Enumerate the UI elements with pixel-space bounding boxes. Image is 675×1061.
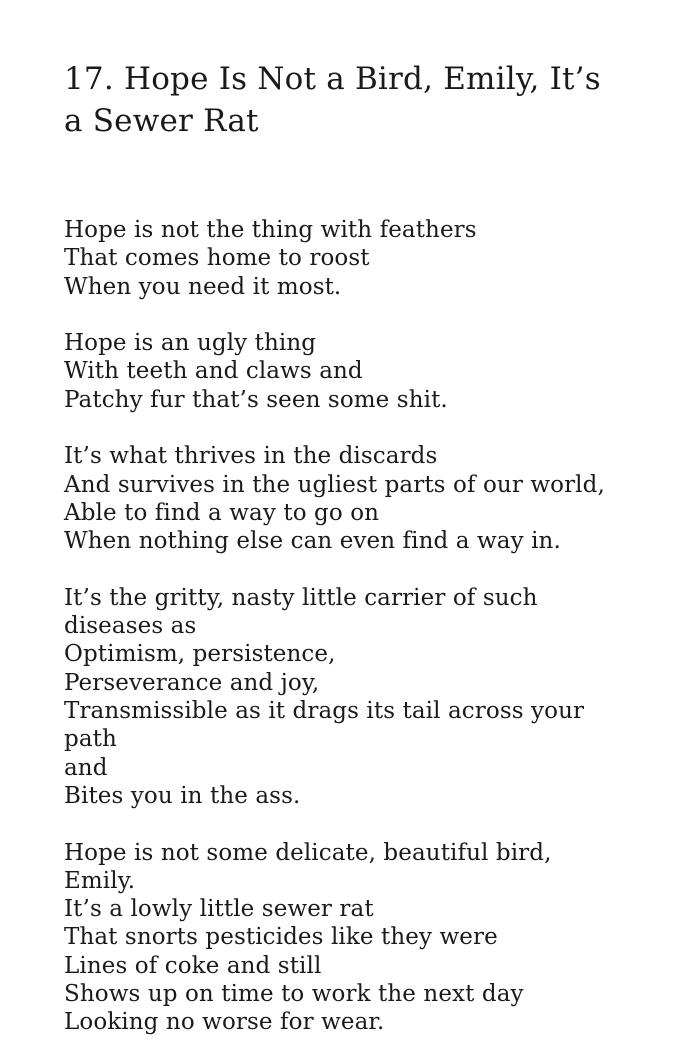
poem-line: Hope is an ugly thing	[64, 330, 317, 357]
poem-line: And survives in the ugliest parts of our world,	[64, 471, 605, 498]
poem-body	[64, 216, 664, 1037]
poem-line: Able to find a way to go on	[64, 499, 380, 526]
poem-line: It’s a lowly little sewer rat	[64, 896, 374, 923]
stanza-4	[64, 584, 664, 810]
stanza-2	[64, 329, 664, 414]
poem-line: Transmissible as it drags its tail across your	[64, 698, 585, 725]
poem-line: diseases as	[64, 613, 197, 640]
poem-title-line: a Sewer Rat	[64, 103, 259, 139]
poem-line: That comes home to roost	[64, 245, 370, 272]
poem-line: path	[64, 726, 117, 753]
poem-line: and	[64, 754, 108, 781]
poem-line: With teeth and claws and	[64, 358, 363, 385]
poem-line: Looking no worse for wear.	[64, 1009, 385, 1036]
poem-line: Bites you in the ass.	[64, 782, 301, 809]
poem-line: Perseverance and joy,	[64, 669, 320, 696]
stanza-5	[64, 839, 664, 1037]
poem-line: When you need it most.	[64, 273, 342, 300]
poem-line: That snorts pesticides like they were	[64, 924, 498, 951]
stanza-1	[64, 216, 664, 301]
poem-line: Lines of coke and still	[64, 952, 322, 979]
poem-line: Hope is not some delicate, beautiful bird,	[64, 839, 552, 866]
poem-page	[64, 58, 664, 1037]
poem-line: It’s what thrives in the discards	[64, 443, 438, 470]
poem-line: Optimism, persistence,	[64, 641, 336, 668]
poem-title-line: 17. Hope Is Not a Bird, Emily, It’s	[64, 61, 601, 97]
poem-line: Emily.	[64, 867, 136, 894]
poem-line: Patchy fur that’s seen some shit.	[64, 386, 448, 413]
poem-line: Shows up on time to work the next day	[64, 981, 524, 1008]
stanza-3	[64, 442, 664, 555]
poem-line: When nothing else can even find a way in.	[64, 528, 561, 555]
poem-title	[64, 58, 664, 142]
poem-line: It’s the gritty, nasty little carrier of such	[64, 584, 538, 611]
poem-line: Hope is not the thing with feathers	[64, 217, 477, 243]
